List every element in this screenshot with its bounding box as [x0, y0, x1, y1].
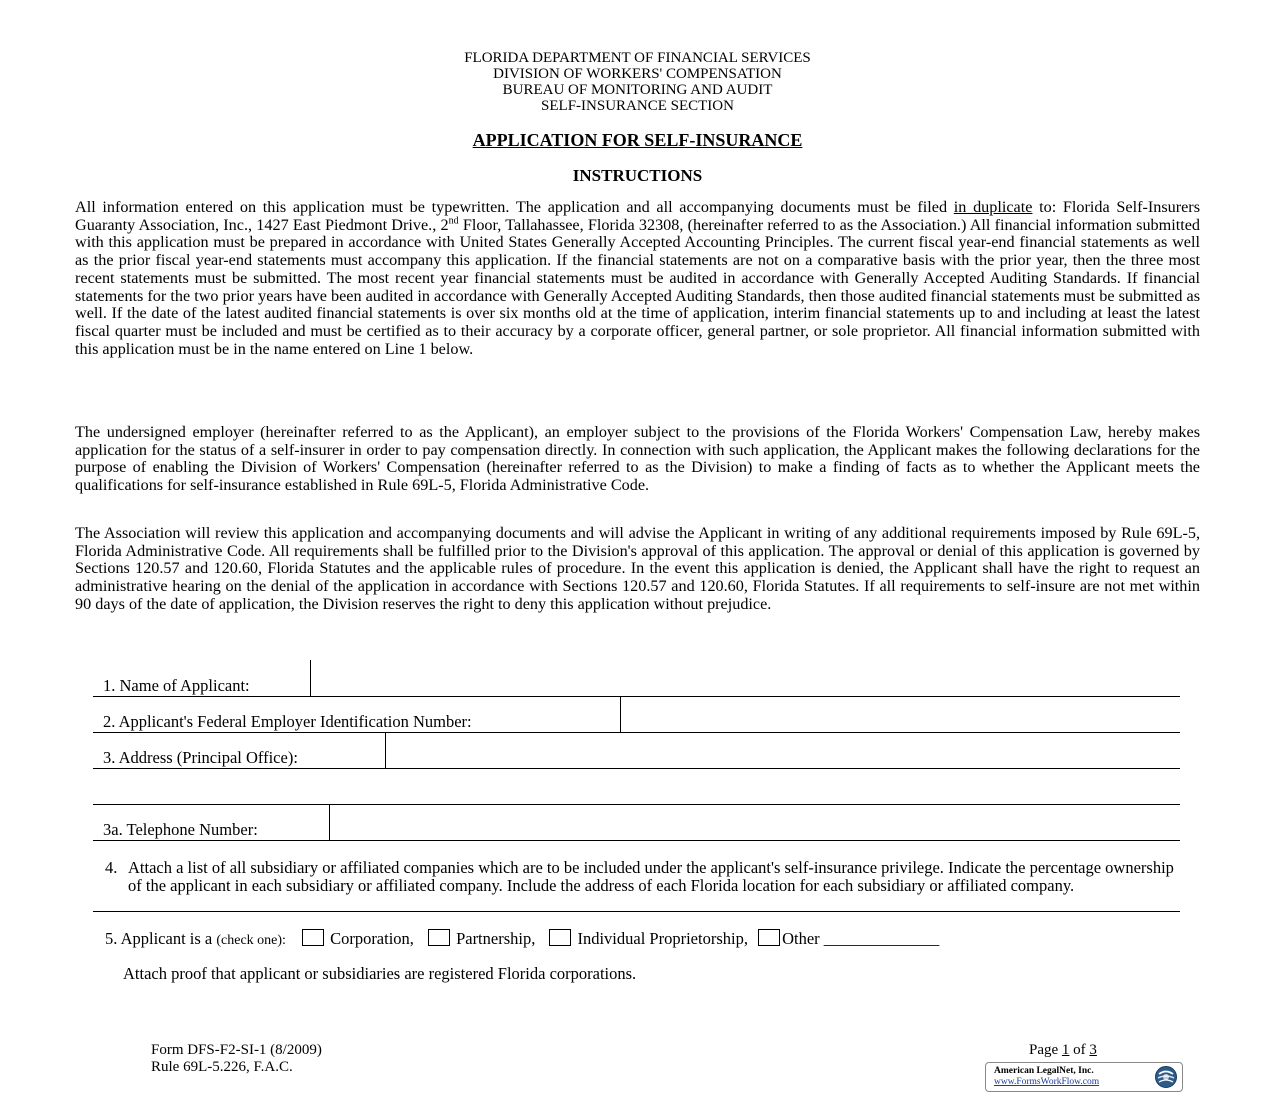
attach-proof-note: Attach proof that applicant or subsidiaries are registered Florida corporations.: [123, 964, 637, 983]
footer-form-info: [151, 1042, 322, 1076]
fein-label: 2. Applicant's Federal Employer Identification Number:: [103, 712, 472, 731]
form-number: Form DFS-F2-SI-1 (8/2009): [151, 1042, 322, 1058]
item-4-text: Attach a list of all subsidiary or affiliated companies which are to be included under the applicant's self-insurance privilege. Indicate the percentage ownership of the applicant in each subsidiary or affiliated company. Include the address of each Florida location for each subsidiary or affiliated company.: [128, 858, 1174, 895]
header-bureau: BUREAU OF MONITORING AND AUDIT: [502, 82, 773, 98]
page-total: 3: [1089, 1042, 1097, 1058]
address-line-2-input[interactable]: [93, 768, 1180, 805]
corporation-checkbox[interactable]: [302, 929, 324, 946]
corporation-label: Corporation,: [330, 929, 414, 948]
header-section: SELF-INSURANCE SECTION: [541, 98, 734, 114]
individual-proprietorship-label: Individual Proprietorship,: [577, 929, 748, 948]
address-label: 3. Address (Principal Office):: [103, 748, 298, 767]
instructions-paragraph-1: All information entered on this application must be typewritten. The application and all accompanying documents must be filed in duplicate to: Florida Self-Insurers Guaranty Association, Inc., 1427 East Piedmont Drive., 2nd Floor, Tallahassee, Florida 32308, (hereinafter referred to as the Association.) All financial information submitted with this application must be prepared in accordance with United States Generally Accepted Accounting Principles. The current fiscal year-end financial statements as well as the prior fiscal year-end statements must accompany this application. If the financial statements are not on a comparative basis with the prior year, then the three most recent statements must be submitted. The most recent year financial statements must be audited in accordance with Generally Accepted Auditing Standards. If financial statements for the two prior years have been audited in accordance with Generally Accepted Auditing Standards, then those audited financial statements must be submitted as well. If the date of the latest audited financial statements is over six months old at the time of application, interim financial statements up to and including at least the latest fiscal quarter must be included and must be certified as to their accuracy by a corporate officer, general partner, or sole proprietor. All financial information submitted with this application must be in the name entered on Line 1 below.: [75, 198, 1201, 358]
applicant-name-row: [93, 660, 1180, 697]
logo-website-link[interactable]: www.FormsWorkFlow.com: [994, 1077, 1100, 1087]
item-5-entity-type: [105, 929, 939, 949]
american-legalnet-logo[interactable]: [985, 1062, 1183, 1092]
form-title: APPLICATION FOR SELF-INSURANCE: [472, 130, 803, 150]
other-checkbox[interactable]: [758, 929, 780, 946]
fein-input[interactable]: [620, 696, 1180, 732]
instructions-paragraph-3: The Association will review this application and accompanying documents and will advise the Applicant in writing of any additional requirements imposed by Rule 69L-5, Florida Administrative Code. All requirements shall be fulfilled prior to the Division's approval of this application. The approval or denial of this application is governed by Sections 120.57 and 120.60, Florida Statutes and the applicable rules of procedure. In the event this application is denied, the Applicant shall have the right to request an administrative hearing on the denial of the application in accordance with Sections 120.57 and 120.60, Florida Statutes. If all requirements to self-insure are not met within 90 days of the date of application, the Division reserves the right to deny this application without prejudice.: [75, 524, 1200, 613]
applicant-name-input[interactable]: [310, 660, 1180, 696]
form-header: [0, 50, 1275, 114]
telephone-input[interactable]: [329, 804, 1180, 840]
partnership-checkbox[interactable]: [428, 929, 450, 946]
instructions-paragraph-2: The undersigned employer (hereinafter referred to as the Applicant), an employer subject to the provisions of the Florida Workers' Compensation Law, hereby makes application for the status of a self-insurer in order to pay compensation directly. In connection with such application, the Applicant makes the following declarations for the purpose of enabling the Division of Workers' Compensation (hereinafter referred to as the Division) to make a finding of facts as to whether the Applicant meets the qualifications for self-insurance established in Rule 69L-5, Florida Administrative Code.: [75, 423, 1200, 495]
telephone-row: [93, 804, 1180, 841]
item-5-label: 5. Applicant is a: [105, 929, 213, 948]
item-5-hint: (check one):: [216, 933, 286, 948]
header-division: DIVISION OF WORKERS' COMPENSATION: [493, 66, 782, 82]
page-current: 1: [1061, 1042, 1070, 1058]
address-row: [93, 732, 1180, 769]
fein-row: [93, 696, 1180, 733]
applicant-name-label: 1. Name of Applicant:: [103, 676, 250, 695]
individual-proprietorship-checkbox[interactable]: [549, 929, 571, 946]
header-department: FLORIDA DEPARTMENT OF FINANCIAL SERVICES: [464, 50, 811, 66]
rule-reference: Rule 69L-5.226, F.A.C.: [151, 1059, 293, 1075]
partnership-label: Partnership,: [456, 929, 536, 948]
telephone-label: 3a. Telephone Number:: [103, 820, 258, 839]
other-label: Other ______________: [782, 929, 940, 948]
address-input[interactable]: [385, 732, 1180, 768]
globe-icon: [1154, 1065, 1178, 1089]
item-4-subsidiaries: [93, 859, 1180, 912]
instructions-heading: INSTRUCTIONS: [572, 166, 703, 185]
page-indicator: Page 1 of 3: [1029, 1042, 1097, 1058]
logo-company-name: American LegalNet, Inc.: [994, 1066, 1094, 1076]
item-4-number: 4.: [105, 858, 118, 877]
